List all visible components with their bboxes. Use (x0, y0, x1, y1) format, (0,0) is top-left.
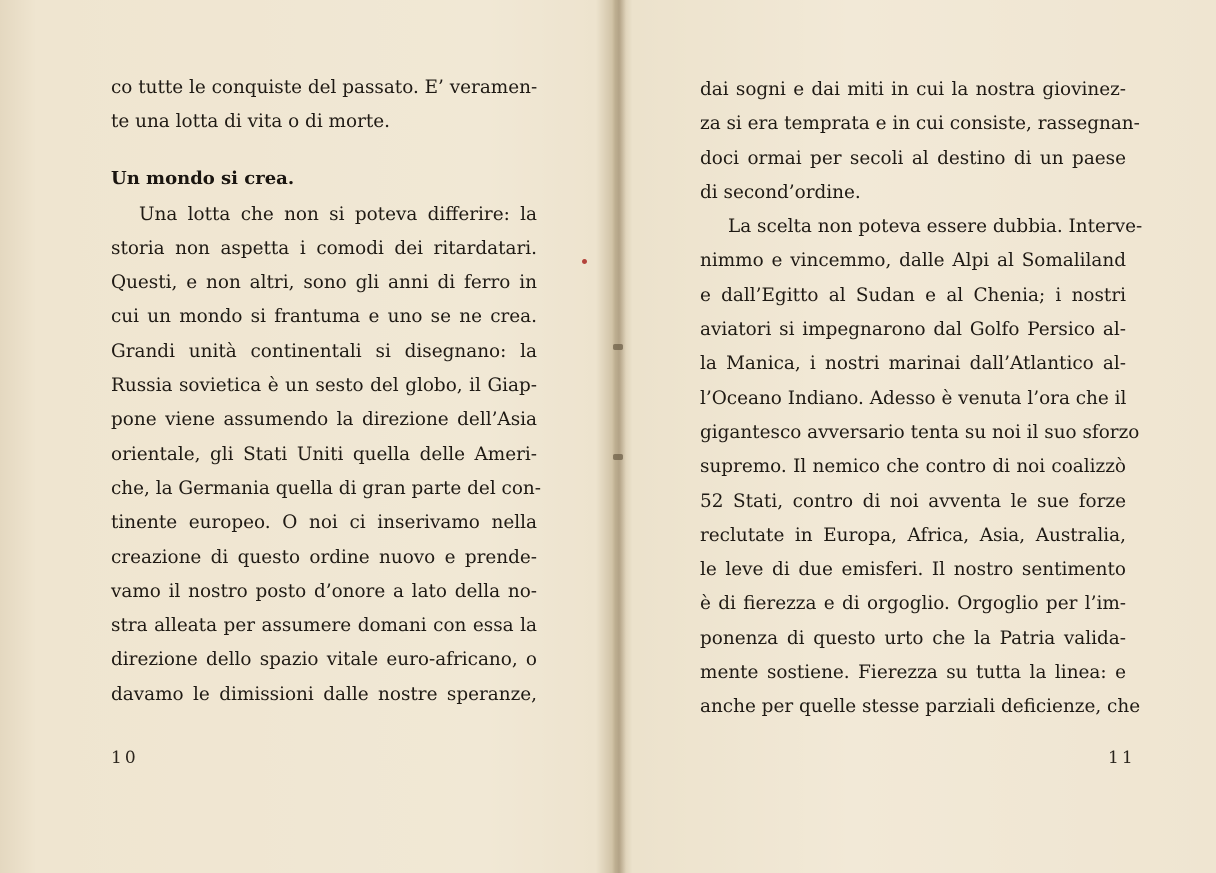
text-line: nimmo e vincemmo, dalle Alpi al Somaliland (700, 250, 1126, 272)
text-line: Questi, e non altri, sono gli anni di ferro in (111, 272, 537, 294)
right-text-block (700, 73, 1143, 725)
text-line: gigantesco avversario tenta su noi il suo sforzo (700, 421, 1140, 443)
text-line: tinente europeo. O noi ci inserivamo nella (111, 512, 537, 534)
right-page (622, 0, 1216, 873)
text-line: 52 Stati, contro di noi avventa le sue forze (700, 490, 1126, 512)
text-line: te una lotta di vita o di morte. (111, 111, 390, 133)
text-line: la Manica, i nostri marinai dall’Atlantico al- (700, 353, 1126, 375)
text-line: Russia sovietica è un sesto del globo, il Giap- (111, 375, 537, 397)
text-line: pone viene assumendo la direzione dell’Asia (111, 409, 537, 431)
text-line: co tutte le conquiste del passato. E’ veramen- (111, 77, 538, 98)
text-line: aviatori si impegnarono dal Golfo Persico al- (700, 319, 1126, 341)
text-line: le leve di due emisferi. Il nostro sentimento (700, 559, 1126, 581)
text-line: è di fierezza e di orgoglio. Orgoglio per l’im- (700, 593, 1126, 615)
text-line: cui un mondo si frantuma e uno se ne crea. (111, 306, 537, 328)
text-line: La scelta non poteva essere dubbia. Interve- (728, 216, 1143, 238)
left-text-block (111, 71, 541, 712)
text-line: orientale, gli Stati Uniti quella delle Ameri- (111, 443, 537, 465)
text-line: e dall’Egitto al Sudan e al Chenia; i nostri (700, 284, 1126, 306)
text-line: storia non aspetta i comodi dei ritardatari. (111, 237, 537, 259)
text-line: za si era temprata e in cui consiste, rassegnan- (700, 113, 1140, 135)
text-line: doci ormai per secoli al destino di un paese (700, 147, 1126, 169)
page-number: 10 (111, 748, 139, 768)
text-line: creazione di questo ordine nuovo e prende- (111, 546, 537, 568)
text-line: l’Oceano Indiano. Adesso è venuta l’ora che il (700, 387, 1127, 409)
text-line: di second’ordine. (700, 181, 861, 203)
text-line: che, la Germania quella di gran parte del con- (111, 477, 541, 499)
text-line: Una lotta che non si poteva differire: la (139, 203, 537, 225)
text-line: dai sogni e dai miti in cui la nostra giovinez- (700, 79, 1126, 100)
text-line: direzione dello spazio vitale euro-africano, o (111, 649, 537, 671)
text-line: stra alleata per assumere domani con essa la (111, 615, 537, 637)
page-number: 11 (1108, 748, 1136, 768)
text-line: anche per quelle stesse parziali deficienze, che (700, 696, 1141, 718)
text-line: vamo il nostro posto d’onore a lato della no- (111, 580, 537, 602)
text-line: Grandi unità continentali si disegnano: la (111, 340, 537, 362)
text-line: supremo. Il nemico che contro di noi coalizzò (700, 456, 1126, 478)
text-line: ponenza di questo urto che la Patria valida- (700, 627, 1126, 649)
text-line: davamo le dimissioni dalle nostre speranze, (111, 683, 537, 705)
section-heading: Un mondo si crea. (111, 167, 295, 189)
text-line: mente sostiene. Fierezza su tutta la linea: e (700, 662, 1126, 684)
text-line: reclutate in Europa, Africa, Asia, Australia, (700, 524, 1126, 546)
